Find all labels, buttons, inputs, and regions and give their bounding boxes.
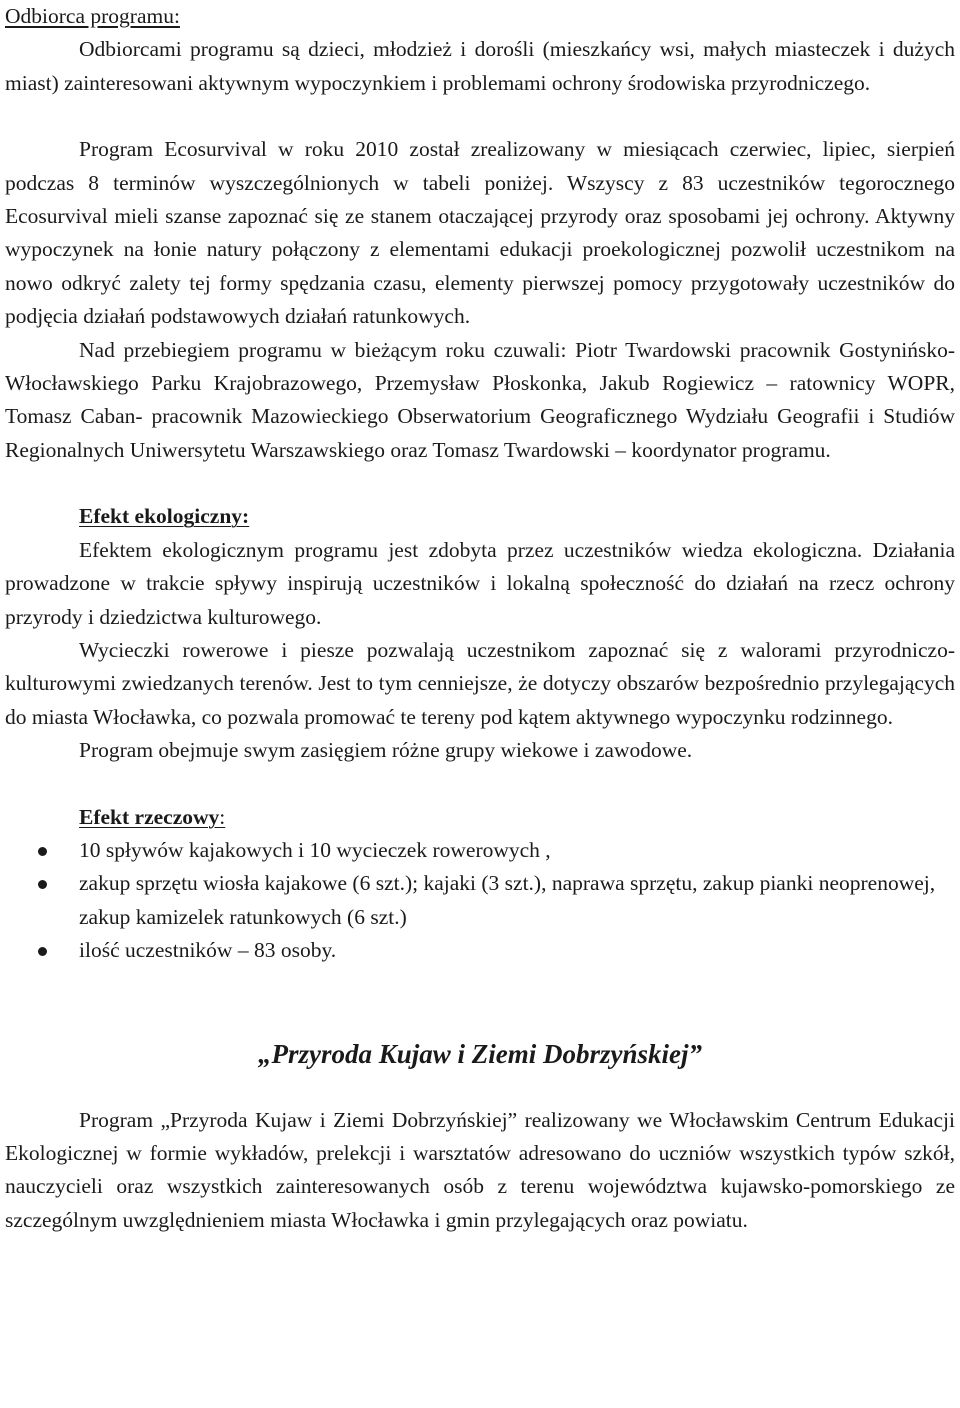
efekt-rzeczowy-list	[5, 834, 955, 968]
spacer	[5, 1074, 955, 1104]
odbiorca-heading: Odbiorca programu:	[5, 4, 180, 28]
efekt-rzeczowy-heading: Efekt rzeczowy:	[79, 804, 226, 829]
spacer	[5, 100, 955, 133]
spacer	[5, 968, 955, 1034]
efekt-ekologiczny-paragraph-2: Wycieczki rowerowe i piesze pozwalają uczestnikom zapoznać się z walorami przyrodniczo-kulturowymi zwiedzanych terenów. Jest to tym cenniejsze, że dotyczy obszarów bezpośrednio przylegających do miasta Włocławka, co pozwala promować te tereny pod kątem aktywnego wypoczynku rodzinnego.	[5, 637, 955, 729]
spacer	[5, 467, 955, 500]
program-paragraph: Program Ecosurvival w roku 2010 został zrealizowany w miesiącach czerwiec, lipiec, sierpień podczas 8 terminów wyszczególnionych w tabeli poniżej. Wszyscy z 83 uczestników tegorocznego Ecosurvival mieli szanse zapoznać się ze stanem otaczającej przyrody oraz sposobami jej ochrony. Aktywny wypoczynek na łonie natury połączony z elementami edukacji proekologicznej pozwolił uczestnikom na nowo odkryć zalety tej formy spędzania czasu, elementy pierwszej pomocy przygotowały uczestników do podjęcia działań podstawowych działań ratunkowych.	[5, 137, 955, 329]
efekt-ekologiczny-heading: Efekt ekologiczny:	[79, 504, 250, 529]
bullet-icon	[38, 880, 47, 889]
document-page	[5, 0, 955, 1237]
efekt-ekologiczny-paragraph-1: Efektem ekologicznym programu jest zdobyta przez uczestników wiedza ekologiczna. Działania prowadzone w trakcie spływy inspirują uczestników i lokalną społeczność do działań na rzecz ochrony przyrody i dziedzictwa kulturowego.	[5, 537, 955, 629]
bullet-icon	[38, 947, 47, 956]
bullet-icon	[38, 847, 47, 856]
list-item: ilość uczestników – 83 osoby.	[5, 934, 955, 967]
odbiorca-paragraph: Odbiorcami programu są dzieci, młodzież i dorośli (mieszkańcy wsi, małych miasteczek i dużych miast) zainteresowani aktywnym wypoczynkiem i problemami ochrony środowiska przyrodniczego.	[5, 37, 955, 95]
efekt-ekologiczny-paragraph-3: Program obejmuje swym zasięgiem różne grupy wiekowe i zawodowe.	[79, 738, 693, 763]
kujawy-paragraph: Program „Przyroda Kujaw i Ziemi Dobrzyńskiej” realizowany we Włocławskim Centrum Edukacji Ekologicznej w formie wykładów, prelekcji i warsztatów adresowano do uczniów wszystkich typów szkół, nauczycieli oraz wszystkich zainteresowanych osób z terenu województwa kujawsko-pomorskiego ze szczególnym uwzględnieniem miasta Włocławka i gmin przylegających oraz powiatu.	[5, 1107, 955, 1232]
list-item: 10 spływów kajakowych i 10 wycieczek rowerowych ,	[5, 834, 955, 867]
kujawy-title: „Przyroda Kujaw i Ziemi Dobrzyńskiej”	[257, 1038, 703, 1069]
spacer	[5, 768, 955, 801]
list-item: zakup sprzętu wiosła kajakowe (6 szt.); kajaki (3 szt.), naprawa sprzętu, zakup pianki neoprenowej, zakup kamizelek ratunkowych (6 szt.)	[5, 867, 955, 934]
supervision-paragraph: Nad przebiegiem programu w bieżącym roku czuwali: Piotr Twardowski pracownik Gostynińsko-Włocławskiego Parku Krajobrazowego, Przemysław Płoskonka, Jakub Rogiewicz – ratownicy WOPR, Tomasz Caban- pracownik Mazowieckiego Obserwatorium Geograficznego Wydziału Geografii i Studiów Regionalnych Uniwersytetu Warszawskiego oraz Tomasz Twardowski – koordynator programu.	[5, 337, 955, 462]
